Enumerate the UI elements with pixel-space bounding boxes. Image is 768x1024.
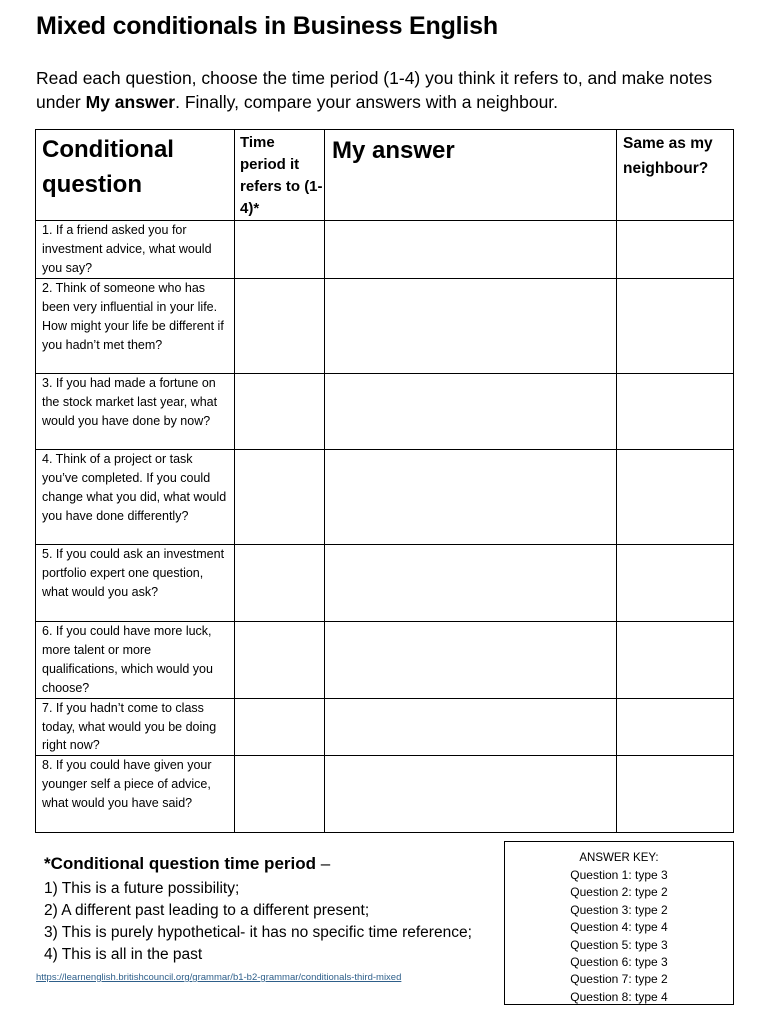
table-row [36, 450, 734, 545]
table-row [36, 545, 734, 622]
header-my-answer: My answer [325, 130, 617, 221]
time-period-item: 3) This is purely hypothetical- it has no specific time reference; [44, 924, 472, 941]
question-cell: 2. Think of someone who has been very influential in your life. How might your life be different if you hadn’t met them? [36, 279, 235, 374]
question-cell: 6. If you could have more luck, more talent or more qualifications, which would you choose? [36, 622, 235, 699]
header-question: Conditional question [36, 130, 235, 221]
my-answer-cell[interactable] [325, 279, 617, 374]
time-period-item: 1) This is a future possibility; [44, 880, 240, 897]
instructions [36, 66, 756, 114]
same-as-neighbour-cell[interactable] [617, 756, 734, 833]
time-period-cell[interactable] [235, 374, 325, 450]
answer-key-item: Question 3: type 2 [570, 902, 668, 917]
instructions-text-2: . Finally, compare your answers with a neighbour. [175, 92, 559, 112]
answer-key-item: Question 1: type 3 [570, 868, 668, 882]
worksheet-table [35, 129, 734, 833]
table-row [36, 279, 734, 374]
instructions-text-1: Read each question, choose the time period (1-4) you think it refers to, and make notes under [36, 68, 713, 112]
answer-key-item: Question 5: type 3 [570, 937, 668, 952]
my-answer-cell[interactable] [325, 221, 617, 279]
answer-key-item: Question 8: type 4 [570, 989, 668, 1004]
instructions-bold: My answer [85, 92, 176, 112]
header-row [36, 130, 734, 221]
answer-key-item: Question 4: type 4 [570, 920, 668, 935]
time-period-key-title: *Conditional question time period – [44, 854, 331, 873]
my-answer-cell[interactable] [325, 756, 617, 833]
source-link[interactable]: https://learnenglish.britishcouncil.org/grammar/b1-b2-grammar/conditionals-third-mixed [36, 972, 402, 983]
time-period-cell[interactable] [235, 279, 325, 374]
time-period-cell[interactable] [235, 756, 325, 833]
my-answer-cell[interactable] [325, 622, 617, 699]
page-title: Mixed conditionals in Business English [36, 12, 498, 40]
time-period-cell[interactable] [235, 450, 325, 545]
my-answer-cell[interactable] [325, 698, 617, 756]
question-cell: 7. If you hadn’t come to class today, what would you be doing right now? [36, 698, 235, 756]
answer-key-item: Question 7: type 2 [570, 972, 668, 987]
same-as-neighbour-cell[interactable] [617, 622, 734, 699]
time-period-item: 4) This is all in the past [44, 946, 203, 963]
header-time-period: Time period it refers to (1-4)* [235, 130, 325, 221]
same-as-neighbour-cell[interactable] [617, 545, 734, 622]
table-row [36, 698, 734, 756]
table-row [36, 756, 734, 833]
question-cell: 1. If a friend asked you for investment advice, what would you say? [36, 221, 235, 279]
same-as-neighbour-cell[interactable] [617, 279, 734, 374]
header-same-as-neighbour: Same as my neighbour? [617, 130, 734, 221]
my-answer-cell[interactable] [325, 545, 617, 622]
table-row [36, 374, 734, 450]
question-cell: 3. If you had made a fortune on the stock market last year, what would you have done by now? [36, 374, 235, 450]
answer-key-item: Question 6: type 3 [570, 955, 668, 970]
same-as-neighbour-cell[interactable] [617, 698, 734, 756]
question-cell: 4. Think of a project or task you’ve completed. If you could change what you did, what would you have done differently? [36, 450, 235, 545]
answer-key-box [504, 841, 734, 1005]
time-period-key [44, 852, 514, 966]
time-period-cell[interactable] [235, 698, 325, 756]
table-row [36, 221, 734, 279]
table-row [36, 622, 734, 699]
time-period-cell[interactable] [235, 545, 325, 622]
same-as-neighbour-cell[interactable] [617, 450, 734, 545]
time-period-item: 2) A different past leading to a different present; [44, 902, 370, 919]
time-period-cell[interactable] [235, 622, 325, 699]
answer-key-title: ANSWER KEY: [579, 852, 659, 864]
question-cell: 8. If you could have given your younger self a piece of advice, what would you have said? [36, 756, 235, 833]
my-answer-cell[interactable] [325, 450, 617, 545]
same-as-neighbour-cell[interactable] [617, 374, 734, 450]
my-answer-cell[interactable] [325, 374, 617, 450]
same-as-neighbour-cell[interactable] [617, 221, 734, 279]
time-period-cell[interactable] [235, 221, 325, 279]
question-cell: 5. If you could ask an investment portfolio expert one question, what would you ask? [36, 545, 235, 622]
answer-key-item: Question 2: type 2 [570, 885, 668, 900]
